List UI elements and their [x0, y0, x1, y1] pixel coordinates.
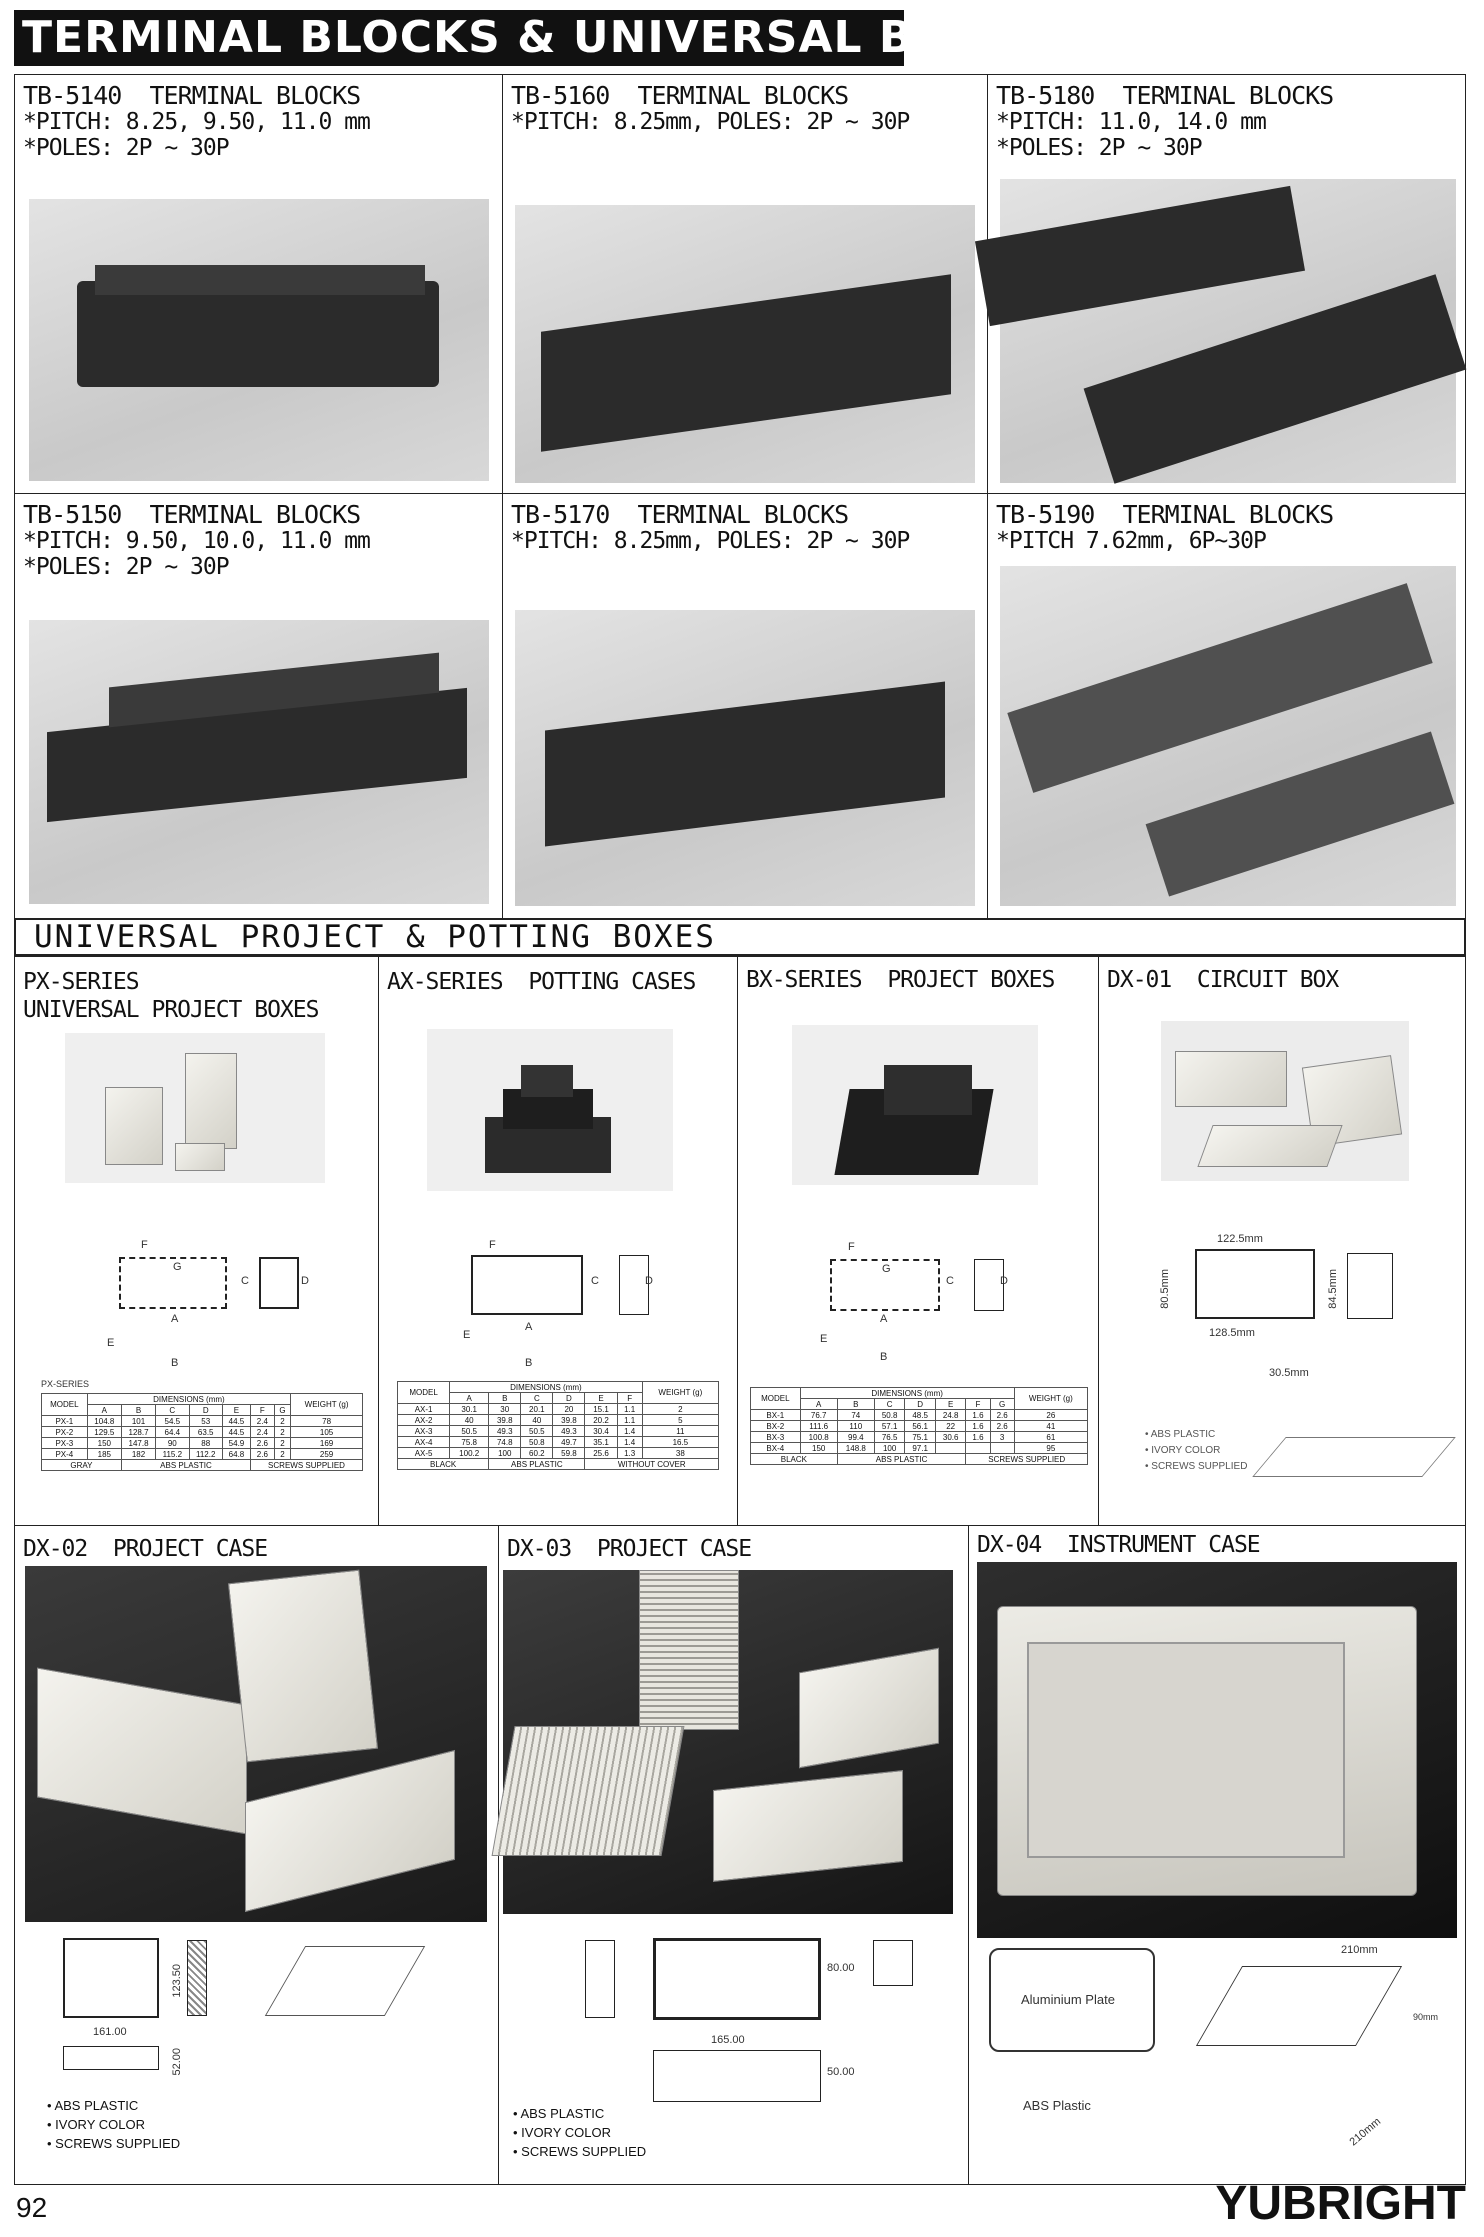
table-header: C: [521, 1393, 553, 1404]
table-cell: 26: [1014, 1410, 1087, 1421]
table-header: F: [966, 1399, 990, 1410]
dx02-front-drawing: [63, 1938, 159, 2018]
spec-line: • IVORY COLOR: [513, 2125, 611, 2140]
table-cell: 30.6: [935, 1432, 966, 1443]
table-cell: 104.8: [87, 1416, 121, 1427]
table-cell: 30.1: [450, 1404, 489, 1415]
px-series-panel: [14, 956, 379, 1526]
dim-width: 161.00: [93, 2026, 127, 2038]
table-cell: 182: [121, 1449, 155, 1460]
table-cell: 20.1: [521, 1404, 553, 1415]
table-cell: 112.2: [189, 1449, 222, 1460]
table-cell: 49.3: [553, 1426, 585, 1437]
dim-height: 80.00: [827, 1962, 855, 1974]
table-row: [42, 1449, 363, 1460]
table-cell: 50.5: [450, 1426, 489, 1437]
dim-label: C: [241, 1275, 249, 1287]
ax-drawing: [471, 1255, 583, 1315]
tb-5170-photo: [515, 610, 975, 906]
tb-5140-photo: [29, 199, 489, 481]
table-cell: 54.9: [222, 1438, 250, 1449]
tb-5140-panel: [14, 74, 503, 494]
table-cell: 44.5: [222, 1416, 250, 1427]
ax-title: AX-SERIES POTTING CASES: [387, 969, 696, 995]
table-cell: 50.5: [521, 1426, 553, 1437]
table-cell: 30.4: [585, 1426, 617, 1437]
table-header: DIMENSIONS (mm): [87, 1394, 290, 1405]
table-header: MODEL: [751, 1388, 801, 1410]
table-cell: 39.8: [489, 1415, 521, 1426]
tb-spec-line: *PITCH: 8.25, 9.50, 11.0 mm: [23, 109, 370, 135]
dim-label: D: [645, 1275, 653, 1287]
table-cell: 41: [1014, 1421, 1087, 1432]
table-cell: BX-3: [751, 1432, 801, 1443]
table-footer: BLACK: [751, 1454, 838, 1465]
table-header: B: [837, 1399, 874, 1410]
table-footer: ABS PLASTIC: [121, 1460, 250, 1471]
tb-5180-photo: [1000, 179, 1456, 483]
table-row: [751, 1443, 1088, 1454]
table-cell: 100: [489, 1448, 521, 1459]
table-header: D: [553, 1393, 585, 1404]
tb-model: TB-5170: [511, 500, 610, 529]
table-cell: 2.4: [251, 1427, 275, 1438]
dim-label: C: [591, 1275, 599, 1287]
table-header: B: [121, 1405, 155, 1416]
table-header: C: [874, 1399, 905, 1410]
ax-photo: [427, 1029, 673, 1191]
table-header: DIMENSIONS (mm): [800, 1388, 1014, 1399]
dx03-photo: [503, 1570, 953, 1914]
table-cell: 2.6: [251, 1438, 275, 1449]
tb-spec-line: *PITCH 7.62mm, 6P~30P: [996, 528, 1266, 554]
bx-photo: [792, 1025, 1038, 1185]
table-cell: 35.1: [585, 1437, 617, 1448]
table-cell: 50.8: [521, 1437, 553, 1448]
page-number: 92: [16, 2192, 48, 2223]
table-cell: 30: [489, 1404, 521, 1415]
table-cell: 60.2: [521, 1448, 553, 1459]
dim-width: 165.00: [711, 2034, 745, 2046]
plate-label: Aluminium Plate: [1021, 1992, 1115, 2007]
table-cell: AX-4: [398, 1437, 450, 1448]
table-cell: 2: [274, 1427, 290, 1438]
dim-label: B: [880, 1351, 888, 1363]
dx02-exploded-sketch: [265, 1946, 425, 2016]
table-cell: 2: [274, 1438, 290, 1449]
dim-height: 90mm: [1413, 2012, 1439, 2022]
tb-5170-panel: [502, 493, 988, 920]
dim-right: 84.5mm: [1327, 1269, 1339, 1309]
table-header: B: [489, 1393, 521, 1404]
table-cell: 95: [1014, 1443, 1087, 1454]
dim-depth: 30.5mm: [1269, 1367, 1309, 1379]
table-header: E: [222, 1405, 250, 1416]
dim-label: A: [171, 1313, 179, 1325]
table-cell: 50.8: [874, 1410, 905, 1421]
table-cell: [935, 1443, 966, 1454]
table-row: [398, 1404, 719, 1415]
dim-height: 123.50: [171, 1964, 183, 1998]
dim-bottom: 128.5mm: [1209, 1327, 1255, 1339]
tb-name: TERMINAL BLOCKS: [1122, 81, 1334, 110]
table-cell: 40: [450, 1415, 489, 1426]
table-cell: [966, 1443, 990, 1454]
table-cell: 15.1: [585, 1404, 617, 1415]
table-cell: 1.6: [966, 1421, 990, 1432]
table-cell: 74: [837, 1410, 874, 1421]
table-header: MODEL: [398, 1382, 450, 1404]
table-cell: 5: [642, 1415, 718, 1426]
table-cell: 100.2: [450, 1448, 489, 1459]
dim-label: E: [463, 1329, 471, 1341]
table-cell: 75.8: [450, 1437, 489, 1448]
table-cell: 2.6: [990, 1421, 1014, 1432]
table-cell: 1.4: [617, 1426, 642, 1437]
dx01-photo: [1161, 1021, 1409, 1181]
table-header: A: [450, 1393, 489, 1404]
dim-label: C: [946, 1275, 954, 1287]
table-cell: 63.5: [189, 1427, 222, 1438]
table-cell: 49.3: [489, 1426, 521, 1437]
tb-model: TB-5150: [23, 500, 122, 529]
tb-name: TERMINAL BLOCKS: [637, 81, 849, 110]
spec-line: • IVORY COLOR: [47, 2117, 145, 2132]
tb-spec-line: *PITCH: 8.25mm, POLES: 2P ~ 30P: [511, 528, 910, 554]
table-row: [751, 1421, 1088, 1432]
table-cell: 150: [87, 1438, 121, 1449]
table-footer: ABS PLASTIC: [489, 1459, 585, 1470]
table-cell: 76.7: [800, 1410, 837, 1421]
table-cell: 1.3: [617, 1448, 642, 1459]
table-cell: 20: [553, 1404, 585, 1415]
table-cell: 20.2: [585, 1415, 617, 1426]
bx-series-panel: [737, 956, 1099, 1526]
tb-spec-line: *POLES: 2P ~ 30P: [996, 135, 1202, 161]
table-cell: 2: [642, 1404, 718, 1415]
bx-dimensions-table: [750, 1387, 1088, 1465]
table-cell: PX-4: [42, 1449, 88, 1460]
table-cell: 16.5: [642, 1437, 718, 1448]
table-cell: 1.6: [966, 1432, 990, 1443]
brand-logo: YUBRIGHT: [1215, 2177, 1466, 2230]
table-cell: 11: [642, 1426, 718, 1437]
dim-label: B: [525, 1357, 533, 1369]
dim-label: F: [489, 1239, 496, 1251]
tb-model: TB-5180: [996, 81, 1095, 110]
table-cell: 24.8: [935, 1410, 966, 1421]
dx04-panel: [968, 1525, 1466, 2185]
table-cell: 147.8: [121, 1438, 155, 1449]
table-cell: 150: [800, 1443, 837, 1454]
spec-line: • IVORY COLOR: [1145, 1445, 1221, 1456]
table-cell: BX-2: [751, 1421, 801, 1432]
table-cell: 61: [1014, 1432, 1087, 1443]
table-footer: BLACK: [398, 1459, 489, 1470]
table-header: WEIGHT (g): [642, 1382, 718, 1404]
table-row: [42, 1416, 363, 1427]
table-row: [751, 1410, 1088, 1421]
table-header: A: [87, 1405, 121, 1416]
dx03-front-drawing: [653, 1938, 821, 2020]
table-cell: 2.6: [251, 1449, 275, 1460]
table-cell: 97.1: [905, 1443, 936, 1454]
px-title: PX-SERIES: [23, 969, 139, 995]
tb-5150-panel: [14, 493, 503, 920]
table-cell: 75.1: [905, 1432, 936, 1443]
table-cell: PX-2: [42, 1427, 88, 1438]
tb-name: TERMINAL BLOCKS: [1122, 500, 1334, 529]
spec-line: • SCREWS SUPPLIED: [513, 2144, 647, 2159]
table-cell: 38: [642, 1448, 718, 1459]
dx03-panel: [498, 1525, 969, 2185]
table-cell: 53: [189, 1416, 222, 1427]
table-header: D: [189, 1405, 222, 1416]
table-footer: GRAY: [42, 1460, 122, 1471]
dx01-drawing: [1195, 1249, 1315, 1319]
dim-label: A: [880, 1313, 888, 1325]
dx03-title: DX-03 PROJECT CASE: [507, 1536, 752, 1562]
dim-label: E: [107, 1337, 115, 1349]
table-header: WEIGHT (g): [1014, 1388, 1087, 1410]
table-cell: BX-4: [751, 1443, 801, 1454]
dx02-base-drawing: [63, 2046, 159, 2070]
px-dimensions-table: [41, 1393, 363, 1471]
table-cell: 39.8: [553, 1415, 585, 1426]
table-cell: 78: [291, 1416, 363, 1427]
table-cell: 22: [935, 1421, 966, 1432]
tb-spec-line: *PITCH: 8.25mm, POLES: 2P ~ 30P: [511, 109, 910, 135]
dim-label: F: [848, 1241, 855, 1253]
table-header: F: [617, 1393, 642, 1404]
dim-label: E: [820, 1333, 828, 1345]
table-cell: 56.1: [905, 1421, 936, 1432]
table-header: DIMENSIONS (mm): [450, 1382, 643, 1393]
table-header: G: [990, 1399, 1014, 1410]
dx03-side-drawing: [585, 1940, 615, 2018]
table-cell: 2: [274, 1416, 290, 1427]
tb-5160-photo: [515, 205, 975, 483]
dx02-panel: [14, 1525, 499, 2185]
table-cell: 2.4: [251, 1416, 275, 1427]
material-label: ABS Plastic: [1023, 2098, 1091, 2113]
table-cell: 1.1: [617, 1404, 642, 1415]
tb-name: TERMINAL BLOCKS: [637, 500, 849, 529]
dim-top: 122.5mm: [1217, 1233, 1263, 1245]
table-header: A: [800, 1399, 837, 1410]
table-cell: BX-1: [751, 1410, 801, 1421]
table-cell: 129.5: [87, 1427, 121, 1438]
tb-5150-photo: [29, 620, 489, 904]
table-cell: 40: [521, 1415, 553, 1426]
table-cell: 25.6: [585, 1448, 617, 1459]
table-cell: 2.6: [990, 1410, 1014, 1421]
table-cell: [990, 1443, 1014, 1454]
dim-depth: 50.00: [827, 2066, 855, 2078]
table-row: [398, 1437, 719, 1448]
tb-5160-panel: [502, 74, 988, 494]
table-cell: 101: [121, 1416, 155, 1427]
table-cell: 48.5: [905, 1410, 936, 1421]
dim-depth: 210mm: [1347, 2115, 1384, 2149]
dx02-side-drawing: [187, 1940, 207, 2016]
table-cell: 148.8: [837, 1443, 874, 1454]
table-cell: 185: [87, 1449, 121, 1460]
table-footer: ABS PLASTIC: [837, 1454, 966, 1465]
dim-label: G: [882, 1263, 891, 1275]
table-row: [398, 1448, 719, 1459]
table-cell: 110: [837, 1421, 874, 1432]
table-cell: PX-3: [42, 1438, 88, 1449]
table-header: E: [935, 1399, 966, 1410]
table-cell: 1.4: [617, 1437, 642, 1448]
table-cell: 1.1: [617, 1415, 642, 1426]
tb-name: TERMINAL BLOCKS: [149, 81, 361, 110]
table-row: [751, 1432, 1088, 1443]
spec-line: • SCREWS SUPPLIED: [47, 2136, 181, 2151]
table-row: [42, 1427, 363, 1438]
table-cell: 105: [291, 1427, 363, 1438]
table-header: E: [585, 1393, 617, 1404]
table-cell: 100.8: [800, 1432, 837, 1443]
table-row: [398, 1415, 719, 1426]
dx04-title: DX-04 INSTRUMENT CASE: [977, 1532, 1260, 1558]
dim-label: D: [1000, 1275, 1008, 1287]
dim-label: B: [171, 1357, 179, 1369]
table-header: WEIGHT (g): [291, 1394, 363, 1416]
ax-series-panel: [378, 956, 738, 1526]
table-cell: 64.4: [156, 1427, 189, 1438]
dx03-end-drawing: [873, 1940, 913, 1986]
table-header: MODEL: [42, 1394, 88, 1416]
tb-spec-line: *PITCH: 9.50, 10.0, 11.0 mm: [23, 528, 370, 554]
table-footer: SCREWS SUPPLIED: [966, 1454, 1088, 1465]
table-cell: 100: [874, 1443, 905, 1454]
table-cell: PX-1: [42, 1416, 88, 1427]
table-cell: AX-3: [398, 1426, 450, 1437]
spec-line: • ABS PLASTIC: [513, 2106, 605, 2121]
table-header: D: [905, 1399, 936, 1410]
dx02-title: DX-02 PROJECT CASE: [23, 1536, 268, 1562]
table-caption: PX-SERIES: [41, 1379, 90, 1389]
table-cell: AX-5: [398, 1448, 450, 1459]
tb-spec-line: *POLES: 2P ~ 30P: [23, 135, 229, 161]
dim-label: A: [525, 1321, 533, 1333]
table-cell: 90: [156, 1438, 189, 1449]
bx-title: BX-SERIES PROJECT BOXES: [746, 967, 1055, 993]
dim-label: D: [301, 1275, 309, 1287]
table-cell: 44.5: [222, 1427, 250, 1438]
dim-depth: 52.00: [171, 2048, 183, 2076]
dim-label: G: [173, 1261, 182, 1273]
dim-label: F: [141, 1239, 148, 1251]
table-row: [398, 1426, 719, 1437]
spec-line: • ABS PLASTIC: [1145, 1429, 1216, 1440]
tb-spec-line: *PITCH: 11.0, 14.0 mm: [996, 109, 1266, 135]
table-cell: 64.8: [222, 1449, 250, 1460]
section-title: UNIVERSAL PROJECT & POTTING BOXES: [14, 918, 1466, 956]
tb-model: TB-5140: [23, 81, 122, 110]
table-cell: 169: [291, 1438, 363, 1449]
tb-spec-line: *POLES: 2P ~ 30P: [23, 554, 229, 580]
spec-line: • ABS PLASTIC: [47, 2098, 139, 2113]
table-cell: 259: [291, 1449, 363, 1460]
dx01-side-drawing: [1347, 1253, 1393, 1319]
dim-left: 80.5mm: [1159, 1269, 1171, 1309]
table-cell: 88: [189, 1438, 222, 1449]
tb-name: TERMINAL BLOCKS: [149, 500, 361, 529]
table-cell: AX-1: [398, 1404, 450, 1415]
table-cell: 99.4: [837, 1432, 874, 1443]
table-cell: 76.5: [874, 1432, 905, 1443]
table-footer: WITHOUT COVER: [585, 1459, 719, 1470]
table-header: C: [156, 1405, 189, 1416]
tb-model: TB-5160: [511, 81, 610, 110]
dim-width: 210mm: [1341, 1944, 1378, 1956]
ax-dimensions-table: [397, 1381, 719, 1470]
px-subtitle: UNIVERSAL PROJECT BOXES: [23, 997, 319, 1023]
table-cell: 115.2: [156, 1449, 189, 1460]
spec-line: • SCREWS SUPPLIED: [1145, 1461, 1248, 1472]
table-cell: 57.1: [874, 1421, 905, 1432]
dx01-lid-sketch: [1252, 1437, 1456, 1477]
dx02-photo: [25, 1566, 487, 1922]
dx04-iso-sketch: [1196, 1966, 1402, 2046]
tb-5190-photo: [1000, 566, 1456, 906]
table-cell: 111.6: [800, 1421, 837, 1432]
dx01-panel: [1098, 956, 1466, 1526]
table-cell: 54.5: [156, 1416, 189, 1427]
table-cell: 1.6: [966, 1410, 990, 1421]
table-cell: 49.7: [553, 1437, 585, 1448]
dx03-base-drawing: [653, 2050, 821, 2102]
table-cell: 2: [274, 1449, 290, 1460]
dx01-title: DX-01 CIRCUIT BOX: [1107, 967, 1339, 993]
table-cell: 59.8: [553, 1448, 585, 1459]
dx04-photo: [977, 1562, 1457, 1938]
table-cell: 3: [990, 1432, 1014, 1443]
table-row: [42, 1438, 363, 1449]
table-header: F: [251, 1405, 275, 1416]
px-photo: [65, 1033, 325, 1183]
tb-model: TB-5190: [996, 500, 1095, 529]
table-cell: 74.8: [489, 1437, 521, 1448]
table-footer: SCREWS SUPPLIED: [251, 1460, 363, 1471]
px-side-drawing: [259, 1257, 299, 1309]
tb-5180-panel: [987, 74, 1466, 494]
table-cell: 128.7: [121, 1427, 155, 1438]
table-header: G: [274, 1405, 290, 1416]
table-cell: AX-2: [398, 1415, 450, 1426]
page-title: TERMINAL BLOCKS & UNIVERSAL BOXES: [14, 10, 904, 66]
tb-5190-panel: [987, 493, 1466, 920]
